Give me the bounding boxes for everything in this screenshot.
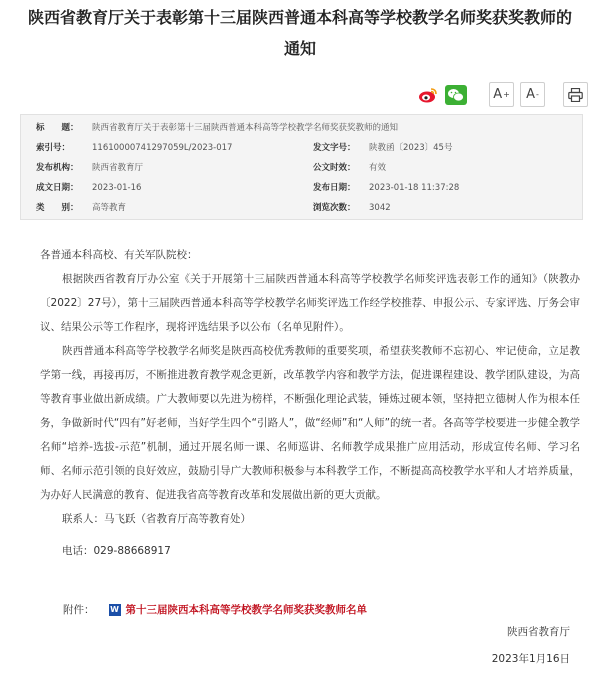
- article-body: [40, 243, 580, 563]
- meta-title-value: 陕西省教育厅关于表彰第十三届陕西普通本科高等学校教学名师奖获奖教师的通知: [92, 123, 399, 133]
- signature-date: 2023年1月16日: [491, 653, 570, 665]
- greeting: 各普通本科高校、有关军队院校：: [40, 249, 198, 261]
- meta-row-category: [21, 198, 582, 218]
- meta-row-title: [21, 118, 582, 138]
- meta-row-index: [21, 138, 582, 158]
- meta-category-label: 类 别：: [36, 203, 79, 213]
- meta-created-value: 2023-01-16: [92, 183, 142, 193]
- page-title: [0, 2, 600, 64]
- meta-row-dates: [21, 178, 582, 198]
- print-button[interactable]: [563, 82, 588, 107]
- page-title-line1: 陕西省教育厅关于表彰第十三届陕西普通本科高等学校教学名师奖获奖教师的: [27, 8, 572, 27]
- meta-index-label: 索引号：: [36, 143, 71, 153]
- meta-published-label: 发布日期：: [313, 183, 356, 193]
- meta-views-value: 3042: [369, 203, 391, 213]
- paragraph-1: 根据陕西省教育厅办公室《关于开展第十三届陕西普通本科高等学校教学名师奖评选表彰工作的通知》（陕教办〔2022〕27号），第十三届陕西普通本科高等学校教学名师奖评选工作经学校推荐、申报公示、专家评选、厅务会审议、结果公示等工作程序，现将评选结果予以公布（名单见附件）。: [40, 273, 580, 333]
- attachment-row: [63, 602, 367, 617]
- font-decrease-button[interactable]: [520, 82, 545, 107]
- contact-phone: 电话：029-88668917: [62, 545, 171, 557]
- meta-index-value: 11610000741297059L/2023-017: [92, 143, 233, 153]
- meta-created-label: 成文日期：: [36, 183, 79, 193]
- paragraph-2: 陕西普通本科高等学校教学名师奖是陕西高校优秀教师的重要奖项，希望获奖教师不忘初心、牢记使命，立足教学第一线，再接再厉，不断推进教育教学观念更新，改革教学内容和教学方法，促进课程建设、教学团队建设，为高等教育事业做出新成绩。广大教师要以先进为榜样，不断强化理论武装，锤炼过硬本领，坚持把立德树人作为根本任务，争做新时代“四有”好老师，当好学生四个“引路人”，做“经师”和“人师”的统一者。各高等学校要进一步健全教学名师“培养-选拔-示范”机制，通过开展名师一课、名师巡讲、名师教学成果推广应用活动，形成宣传名师、学习名师、名师示范引领的良好效应，鼓励引导广大教师积极参与本科教学工作，不断提高高校教学水平和人才培养质量，为办好人民满意的教育、促进我省高等教育改革和发展做出新的更大贡献。: [40, 345, 580, 501]
- meta-title-label: 标 题：: [36, 123, 79, 133]
- font-increase-button[interactable]: [489, 82, 514, 107]
- meta-validity-value: 有效: [369, 163, 387, 173]
- attachment-label: 附件：: [63, 604, 95, 616]
- meta-row-org: [21, 158, 582, 178]
- meta-docno-label: 发文字号：: [313, 143, 356, 153]
- word-document-icon: W: [110, 605, 119, 614]
- minus-icon: -: [536, 90, 539, 99]
- contact-person: 联系人：马飞跃（省教育厅高等教育处）: [62, 513, 251, 525]
- page-title-line2: 通知: [283, 39, 316, 58]
- font-decrease-label: A: [526, 87, 535, 102]
- signature-org: 陕西省教育厅: [507, 626, 570, 638]
- wechat-icon: [445, 85, 467, 105]
- meta-views-label: 浏览次数：: [313, 203, 356, 213]
- weibo-share-button[interactable]: [417, 84, 439, 106]
- meta-org-value: 陕西省教育厅: [92, 163, 144, 173]
- wechat-share-button[interactable]: [445, 84, 467, 106]
- plus-icon: +: [503, 90, 510, 99]
- document-metadata-panel: [20, 114, 583, 220]
- printer-icon: [568, 88, 583, 102]
- meta-org-label: 发布机构：: [36, 163, 79, 173]
- meta-validity-label: 公文时效：: [313, 163, 356, 173]
- meta-published-value: 2023-01-18 11:37:28: [369, 183, 460, 193]
- attachment-link[interactable]: 第十三届陕西本科高等学校教学名师奖获奖教师名单: [125, 604, 367, 616]
- meta-category-value: 高等教育: [92, 203, 127, 213]
- meta-docno-value: 陕教函〔2023〕45号: [369, 143, 453, 153]
- weibo-icon: [418, 86, 438, 104]
- article-toolbar: [417, 82, 588, 107]
- font-increase-label: A: [493, 87, 503, 102]
